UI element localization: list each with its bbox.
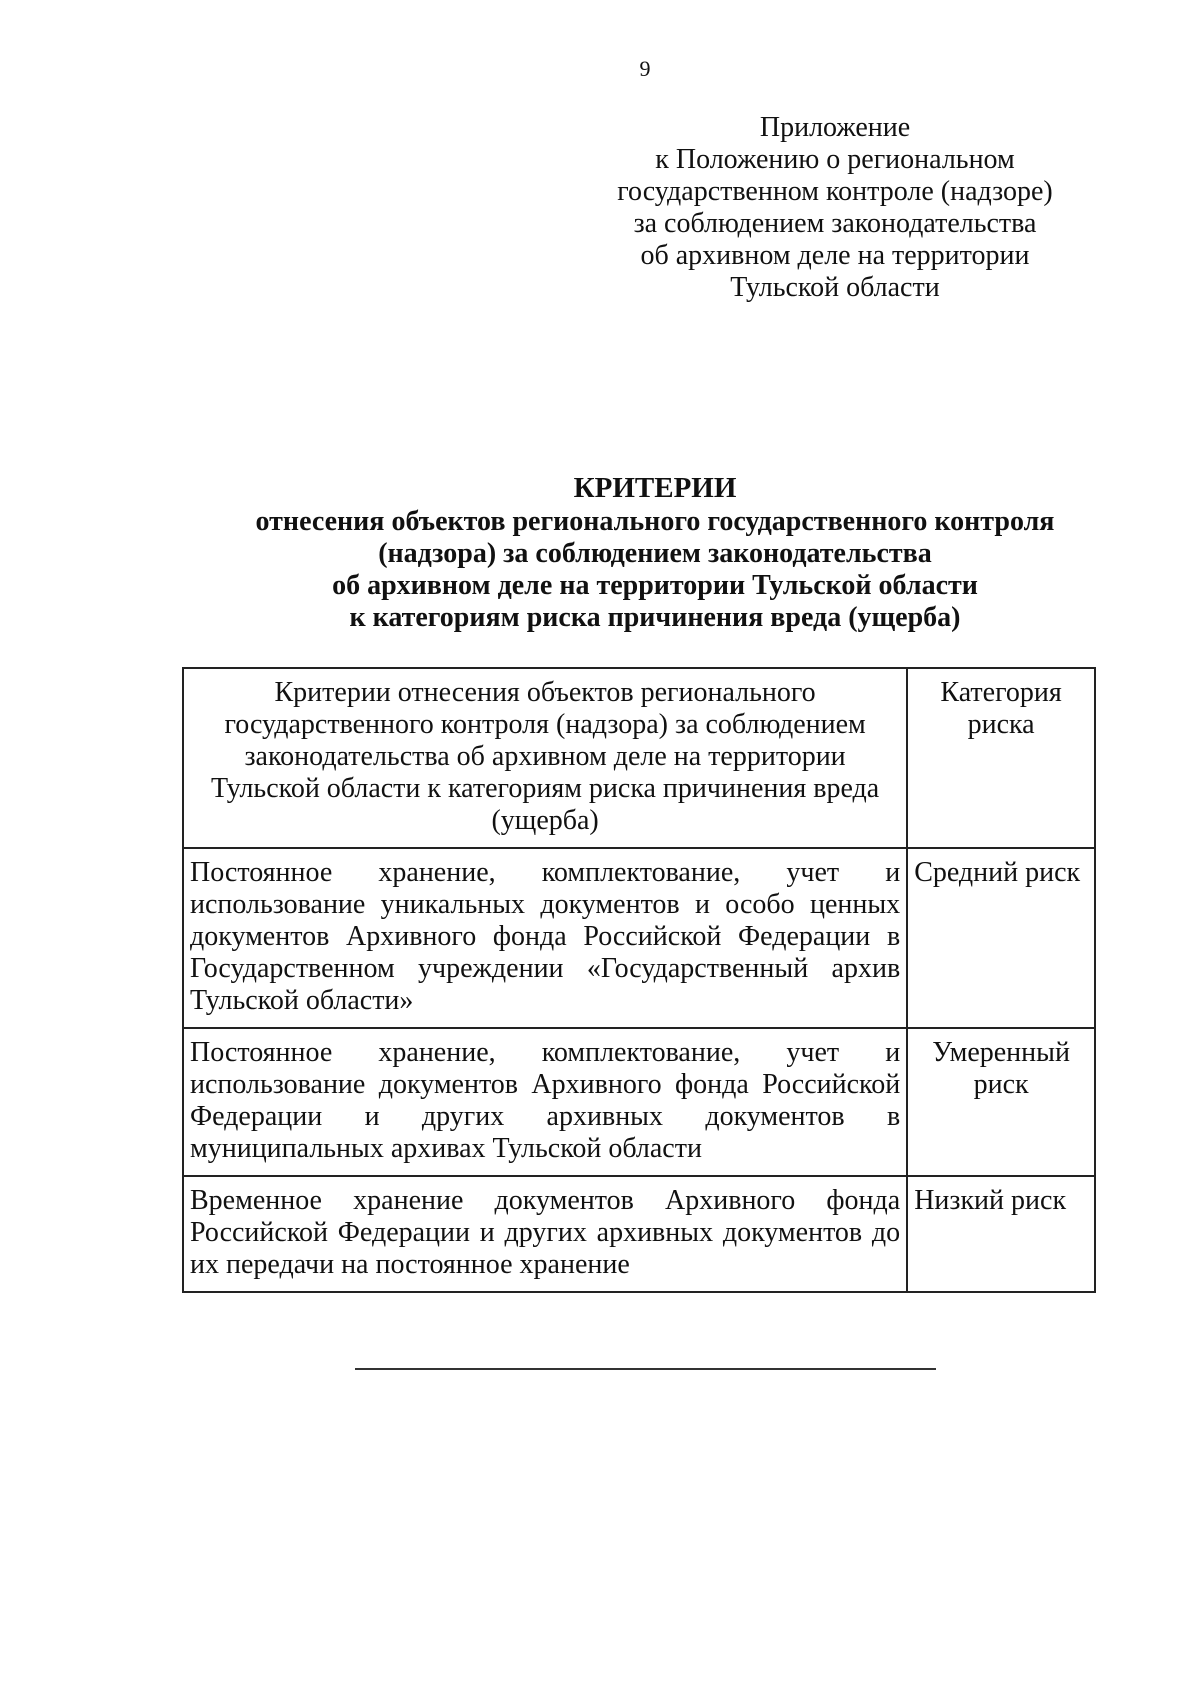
category-cell: Средний риск: [907, 848, 1095, 1028]
title-line: (надзора) за соблюдением законодательства: [378, 538, 932, 569]
table-row: [183, 1028, 1095, 1176]
criteria-cell: Постоянное хранение, комплектование, учет и использование документов Архивного фонда Российской Федерации и других архивных документов в муниципальных архивах Тульской области: [183, 1028, 907, 1176]
appendix-line: Приложение: [759, 112, 911, 143]
appendix-line: государственном контроле (надзоре): [617, 176, 1053, 207]
criteria-cell: Временное хранение документов Архивного фонда Российской Федерации и других архивных документов до их передачи на постоянное хранение: [183, 1176, 907, 1292]
header-category-cell: Категория риска: [907, 668, 1095, 848]
appendix-header: [590, 112, 1080, 304]
appendix-line: Тульской области: [730, 272, 940, 303]
criteria-cell: Постоянное хранение, комплектование, учет и использование уникальных документов и особо ценных документов Архивного фонда Российской Федерации в Государственном учреждении «Государственный архив Тульской области»: [183, 848, 907, 1028]
table-row: [183, 848, 1095, 1028]
title-line: об архивном деле на территории Тульской области: [332, 570, 978, 601]
end-divider: [355, 1368, 936, 1370]
header-criteria-cell: Критерии отнесения объектов регионального государственного контроля (надзора) за соблюдением законодательства об архивном деле на территории Тульской области к категориям риска причинения вреда (ущерба): [183, 668, 907, 848]
title-line: отнесения объектов регионального государственного контроля: [255, 506, 1055, 537]
category-cell: Низкий риск: [907, 1176, 1095, 1292]
document-title: [160, 472, 1150, 634]
appendix-line: об архивном деле на территории: [640, 240, 1030, 271]
category-cell: Умеренный риск: [907, 1028, 1095, 1176]
table-row: [183, 1176, 1095, 1292]
title-line: к категориям риска причинения вреда (ущерба): [349, 602, 961, 633]
title-main: КРИТЕРИИ: [573, 472, 737, 504]
criteria-table: [182, 667, 1096, 1293]
appendix-line: к Положению о региональном: [655, 144, 1015, 175]
appendix-line: за соблюдением законодательства: [633, 208, 1037, 239]
table-header-row: [183, 668, 1095, 848]
page-number: 9: [639, 56, 651, 81]
